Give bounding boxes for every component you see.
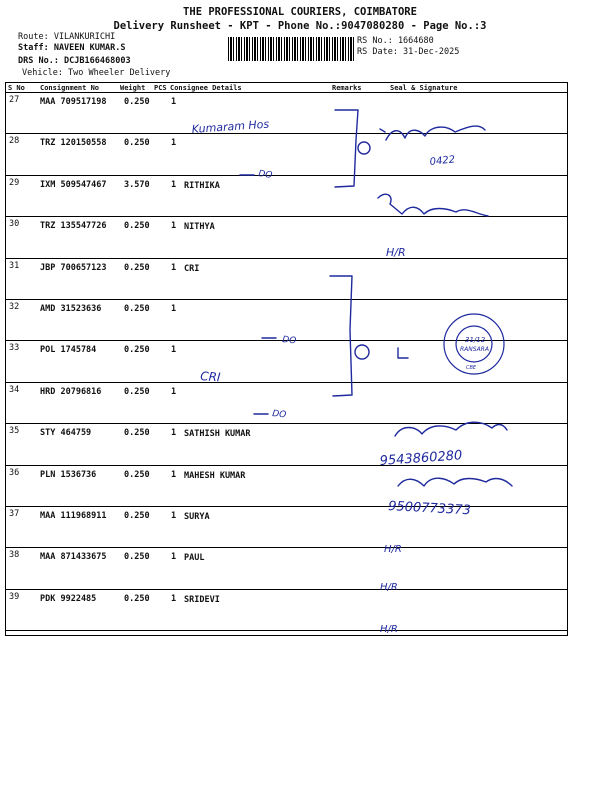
cell-consignment: STY 464759 <box>40 428 92 439</box>
cell-consignment: PDK 9922485 <box>40 593 97 604</box>
vehicle-label: Vehicle: Two Wheeler Delivery <box>22 68 171 78</box>
handwritten-note: H/R <box>386 246 406 259</box>
cell-weight: 0.250 <box>124 97 150 107</box>
header-consignment: Consignment No <box>40 84 100 92</box>
cell-consignee: SATHISH KUMAR <box>184 429 251 440</box>
cell-sno: 30 <box>9 219 20 230</box>
page-title: THE PROFESSIONAL COURIERS, COIMBATORE <box>183 6 417 18</box>
cell-consignment: TRZ 135547726 <box>40 221 107 232</box>
cell-consignment: IXM 509547467 <box>40 179 107 190</box>
cell-consignment: JBP 700657123 <box>40 262 107 273</box>
cell-weight: 0.250 <box>124 262 150 273</box>
cell-sno: 35 <box>9 426 20 437</box>
stamp-text: RANSARA <box>460 346 489 353</box>
handwritten-note: H/R <box>380 582 398 593</box>
header-signature: Seal & Signature <box>390 84 458 92</box>
cell-consignee: SRIDEVI <box>184 594 220 605</box>
cell-sno: 28 <box>9 136 20 147</box>
header-pcs: PCS <box>154 84 167 92</box>
rs-date: RS Date: 31-Dec-2025 <box>357 47 460 57</box>
remarks-bracket-middle <box>330 276 352 396</box>
stamp-text: 31/12 <box>465 336 486 344</box>
remarks-circle-2 <box>355 345 369 359</box>
cell-consignee: MAHESH KUMAR <box>184 470 246 481</box>
route-label: Route: VILANKURICHI <box>18 32 116 42</box>
cell-weight: 0.250 <box>124 138 150 149</box>
cell-sno: 38 <box>9 550 20 561</box>
header-consignee: Consignee Details <box>170 84 242 92</box>
cell-pcs: 1 <box>171 138 177 149</box>
drs-label: DRS No.: DCJB166468003 <box>18 56 131 66</box>
cell-weight: 0.250 <box>124 386 150 397</box>
handwritten-note: Kumaram Hos <box>191 117 270 136</box>
cell-consignee: NITHYA <box>184 222 215 233</box>
cell-sno: 31 <box>9 260 20 271</box>
cell-pcs: 1 <box>171 221 177 232</box>
staff-label: Staff: NAVEEN KUMAR.S <box>18 43 126 53</box>
cell-consignment: AMD 31523636 <box>40 304 102 314</box>
handwritten-note: 9543860280 <box>379 448 463 469</box>
cell-sno: 29 <box>9 177 20 188</box>
handwriting-rithika <box>378 194 488 216</box>
stamp-text: CBE <box>466 365 477 371</box>
page-subtitle: Delivery Runsheet - KPT - Phone No.:9047080280 - Page No.:3 <box>113 20 487 32</box>
handwriting-sathish <box>395 422 507 436</box>
cell-consignment: PLN 1536736 <box>40 469 97 480</box>
handwriting-mark <box>380 126 485 140</box>
cell-consignment: MAA 871433675 <box>40 552 107 563</box>
cell-pcs: 1 <box>171 511 177 521</box>
remarks-bracket-top <box>335 110 358 187</box>
cell-consignee: RITHIKA <box>184 180 220 191</box>
cell-weight: 0.250 <box>124 469 150 480</box>
cell-consignee: SURYA <box>184 512 210 522</box>
cell-consignment: HRD 20796816 <box>40 386 102 397</box>
cell-pcs: 1 <box>171 262 177 273</box>
remarks-circle-1 <box>358 142 370 154</box>
handwritten-note: DO <box>281 335 297 347</box>
cell-pcs: 1 <box>171 179 177 190</box>
cell-pcs: 1 <box>171 469 177 480</box>
cell-consignment: POL 1745784 <box>40 345 97 356</box>
cell-pcs: 1 <box>171 386 177 397</box>
cell-consignment: TRZ 120150558 <box>40 138 107 149</box>
handwriting-l-mark-1 <box>398 348 408 358</box>
header-sno: S No <box>8 84 25 92</box>
cell-weight: 0.250 <box>124 304 150 314</box>
cell-weight: 0.250 <box>124 428 150 439</box>
cell-sno: 33 <box>9 343 20 354</box>
handwritten-note: 9500773373 <box>387 499 472 519</box>
handwriting-mahesh <box>398 478 512 486</box>
cell-weight: 0.250 <box>124 345 150 356</box>
cell-weight: 0.250 <box>124 221 150 232</box>
cell-sno: 27 <box>9 95 20 105</box>
cell-weight: 0.250 <box>124 511 150 521</box>
cell-consignee: CRI <box>184 263 200 274</box>
cell-weight: 3.570 <box>124 179 150 190</box>
cell-weight: 0.250 <box>124 593 150 604</box>
cell-sno: 32 <box>9 302 20 312</box>
header-remarks: Remarks <box>332 84 362 92</box>
cell-pcs: 1 <box>171 552 177 563</box>
cell-sno: 37 <box>9 509 20 519</box>
cell-pcs: 1 <box>171 428 177 439</box>
cell-consignment: MAA 709517198 <box>40 97 107 107</box>
cell-pcs: 1 <box>171 593 177 604</box>
cell-sno: 34 <box>9 384 20 395</box>
handwritten-note: H/R <box>380 624 398 635</box>
cell-pcs: 1 <box>171 304 177 314</box>
cell-pcs: 1 <box>171 97 177 107</box>
cell-sno: 39 <box>9 591 20 602</box>
handwritten-note: CRI <box>199 369 221 385</box>
handwritten-note: DO <box>271 409 287 421</box>
handwritten-note: H/R <box>384 544 402 555</box>
cell-consignee: PAUL <box>184 553 205 564</box>
cell-pcs: 1 <box>171 345 177 356</box>
header-weight: Weight <box>120 84 146 92</box>
cell-sno: 36 <box>9 467 20 478</box>
handwritten-note: 0422 <box>429 154 456 168</box>
cell-consignment: MAA 111968911 <box>40 511 107 521</box>
rs-number: RS No.: 1664680 <box>357 36 434 46</box>
handwritten-note: DO <box>257 169 273 181</box>
cell-weight: 0.250 <box>124 552 150 563</box>
